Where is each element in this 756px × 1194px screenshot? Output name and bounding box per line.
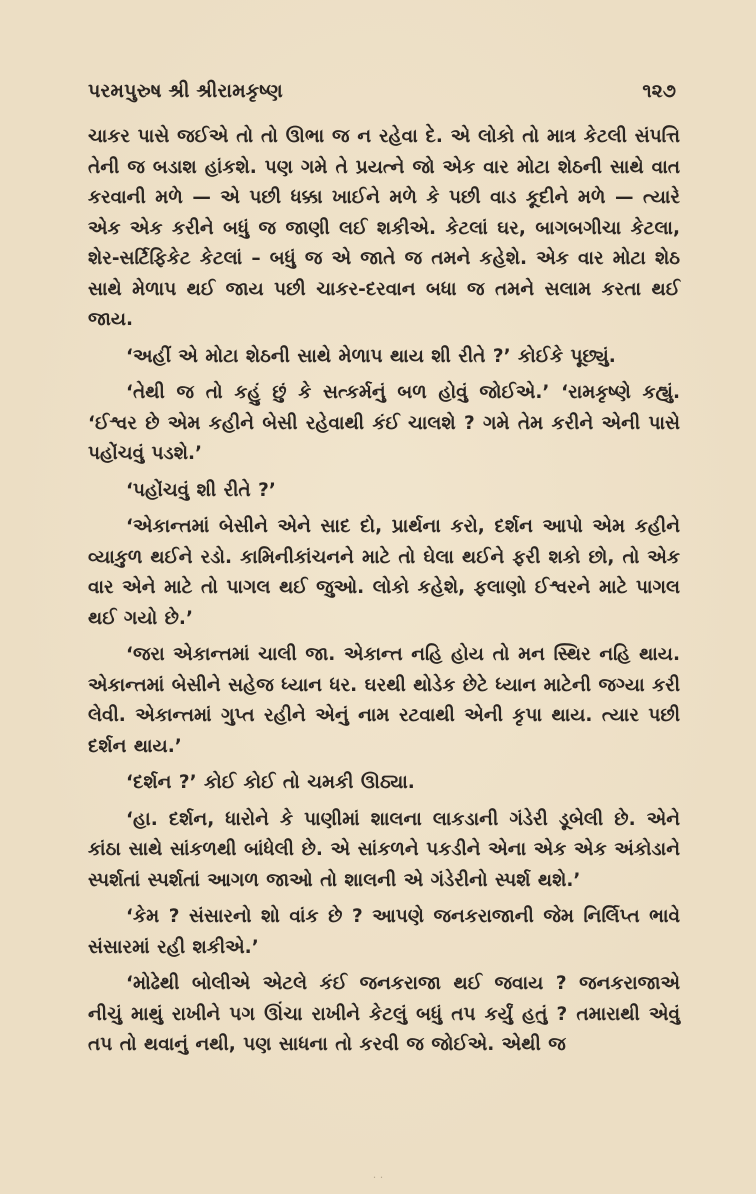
paragraph: ‘હા. દર્શન, ધારોને કે પાણીમાં શાલના લાકડાની ગંડેરી ડૂબેલી છે. એને કાંઠા સાથે સાંકળથી બાંધેલી છે. એ સાંકળને પકડીને એના એક એક અંકોડાને સ્પર્શતાં સ્પર્શતાં આગળ જાઓ તો શાલની એ ગંડેરીનો સ્પર્શ થશે.’ [88, 808, 680, 891]
paragraph: ‘પહોંચવું શી રીતે ?’ [126, 479, 276, 501]
paragraph: ‘કેમ ? સંસારનો શો વાંક છે ? આપણે જનકરાજાની જેમ નિર્લિપ્ત ભાવે સંસારમાં રહી શકીએ.’ [88, 906, 680, 958]
paragraph: ‘એકાન્તમાં બેસીને એને સાદ દો, પ્રાર્થના કરો, દર્શન આપો એમ કહીને વ્યાકુળ થઈને રડો. કામિનીકાંચનને માટે તો ઘેલા થઈને ફરી શકો છો, તો એક વાર એને માટે તો પાગલ થઈ જુઓ. લોકો કહેશે, ફલાણો ઈશ્વરને માટે પાગલ થઈ ગયો છે.’ [88, 516, 680, 629]
paragraph: ‘અહીં એ મોટા શેઠની સાથે મેળાપ થાય શી રીતે ?’ કોઈકે પૂછ્યું. [126, 345, 616, 367]
page-edge-mark: · · [372, 1171, 384, 1184]
paragraph: ચાકર પાસે જઈએ તો તો ઊભા જ ન રહેવા દે. એ લોકો તો માત્ર કેટલી સંપત્તિ તેની જ બડાશ હાંકશે. પણ ગમે તે પ્રયત્ને જો એક વાર મોટા શેઠની સાથે વાત કરવાની મળે — એ પછી ધક્કા ખાઈને મળે કે પછી વાડ કૂદીને મળે — ત્યારે એક એક કરીને બધું જ જાણી લઈ શકીએ. કેટલાં ઘર, બાગબગીચા કેટલા, શેર-સર્ટિફિકેટ કેટલાં – બધું જ એ જાતે જ તમને કહેશે. એક વાર મોટા શેઠ સાથે મેળાપ થઈ જાય પછી ચાકર-દરવાન બધા જ તમને સલામ કરતા થઈ જાય. [88, 126, 680, 330]
running-title: પરમપુરુષ શ્રી શ્રીરામકૃષ્ણ [88, 80, 283, 102]
paragraph: ‘તેથી જ તો કહું છું કે સત્કર્મનું બળ હોવું જોઈએ.’ ‘રામકૃષ્ણે કહ્યું. ‘ઈશ્વર છે એમ કહીને બેસી રહેવાથી કંઈ ચાલશે ? ગમે તેમ કરીને એની પાસે પહોંચવું પડશે.’ [88, 382, 680, 464]
body-text [88, 122, 680, 1061]
paragraph: ‘દર્શન ?’ કોઈ કોઈ તો ચમકી ઊઠ્યા. [126, 772, 415, 793]
paragraph: ‘મોઢેથી બોલીએ એટલે કંઈ જનકરાજા થઈ જવાય ? જનકરાજાએ નીચું માથું રાખીને પગ ઊંચા રાખીને કેટલું બધું તપ કર્યું હતું ? તમારાથી એવું તપ તો થવાનું નથી, પણ સાધના તો કરવી જ જોઈએ. એથી જ [88, 973, 680, 1055]
page-number: ૧૨૭ [642, 80, 676, 102]
running-header [88, 80, 676, 112]
paragraph: ‘જરા એકાન્તમાં ચાલી જા. એકાન્ત નહિ હોય તો મન સ્થિર નહિ થાય. એકાન્તમાં બેસીને સહેજ ધ્યાન ધર. ઘરથી થોડેક છેટે ધ્યાન માટેની જગ્યા કરી લેવી. એકાન્તમાં ગુપ્ત રહીને એનું નામ રટવાથી એની કૃપા થાય. ત્યાર પછી દર્શન થાય.’ [88, 644, 680, 757]
